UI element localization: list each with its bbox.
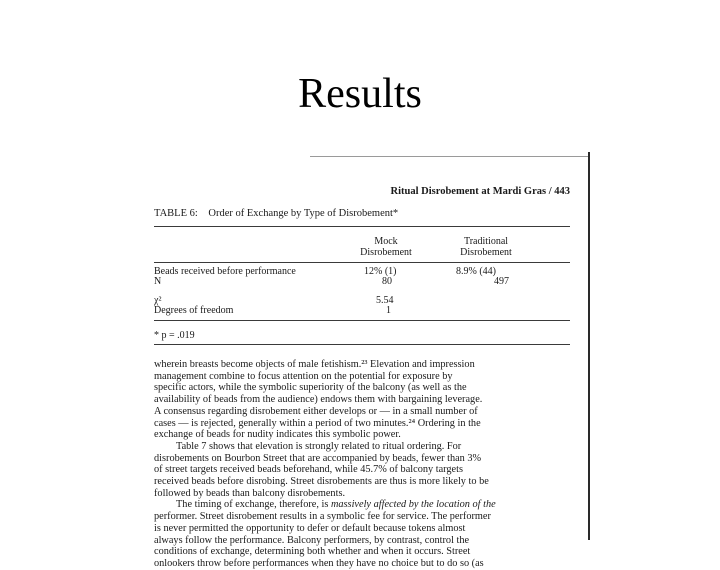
body-line: exchange of beads for nudity indicates this symbolic power. [154, 429, 401, 441]
table-caption-text: Order of Exchange by Type of Disrobement* [208, 208, 399, 219]
table-top-rule [154, 226, 570, 227]
row-label: Beads received before performance [154, 266, 296, 277]
body-line: of street targets received beads beforehand, while 45.7% of balcony targets [154, 464, 463, 476]
body-line: disrobements on Bourbon Street that are accompanied by beads, fewer than 3% [154, 452, 482, 464]
table-header-rule [154, 262, 570, 263]
row-label: χ² [154, 295, 162, 306]
table-caption [154, 208, 398, 219]
body-line: onlookers throw before performances when they have no choice but to do so (as [154, 557, 484, 569]
cell-mock: 1 [386, 305, 391, 316]
cell-mock: 12% (1) [364, 266, 397, 277]
slide-title: Results [298, 71, 422, 117]
body-line: availability of beads from the audience) endows them with bargaining leverage. [154, 394, 483, 406]
body-line: specific actors, while the symbolic superiority of the balcony (as well as the [154, 382, 467, 394]
table-label: TABLE 6: [154, 208, 198, 219]
column-header-mock [346, 236, 426, 258]
row-label: Degrees of freedom [154, 305, 234, 316]
body-line: Table 7 shows that elevation is strongly related to ritual ordering. For [176, 440, 462, 452]
column-header-line1: Traditional [463, 236, 509, 247]
body-line: performer. Street disrobement results in a symbolic fee for service. The performer [154, 511, 491, 523]
body-line: received beads before disrobing. Street disrobements are thus is more likely to be [154, 476, 489, 488]
scan-right-border [588, 152, 590, 540]
table-bottom-rule [154, 320, 570, 321]
scan-top-rule [310, 156, 588, 157]
body-line: conditions of exchange, determining both whether and when it occurs. Street [154, 546, 471, 558]
running-head: Ritual Disrobement at Mardi Gras / 443 [390, 186, 570, 197]
body-line-with-emphasis [154, 499, 572, 511]
column-header-traditional [446, 236, 526, 258]
body-line: management combine to focus attention on the potential for exposure by [154, 370, 453, 382]
body-line: always follow the performance. Balcony performers, by contrast, control the [154, 534, 470, 546]
scanned-page [150, 152, 590, 569]
table-footnote: * p = .019 [154, 330, 195, 341]
body-line-start: The timing of exchange, therefore, is [176, 499, 331, 511]
body-text [154, 359, 572, 570]
cell-mock: 80 [382, 276, 392, 287]
body-line: wherein breasts become objects of male fetishism.²³ Elevation and impression [154, 359, 475, 370]
body-line: cases — is rejected, generally within a period of two minutes.²⁴ Ordering in the [154, 417, 481, 429]
body-line: is never permitted the opportunity to defer or default because tokens almost [154, 522, 466, 534]
cell-traditional: 497 [494, 276, 509, 287]
cell-mock: 5.54 [376, 295, 394, 306]
column-header-line2: Disrobement [360, 247, 412, 258]
body-line: followed by beads than balcony disrobements. [154, 487, 346, 499]
emphasis-text: massively affected by the location of the [330, 499, 496, 511]
row-label: N [154, 276, 162, 287]
body-line: A consensus regarding disrobement either develops or — in a small number of [154, 405, 478, 417]
cell-traditional: 8.9% (44) [456, 266, 496, 277]
column-header-line1: Mock [374, 236, 398, 247]
column-header-line2: Disrobement [460, 247, 512, 258]
footnote-rule [154, 344, 570, 345]
